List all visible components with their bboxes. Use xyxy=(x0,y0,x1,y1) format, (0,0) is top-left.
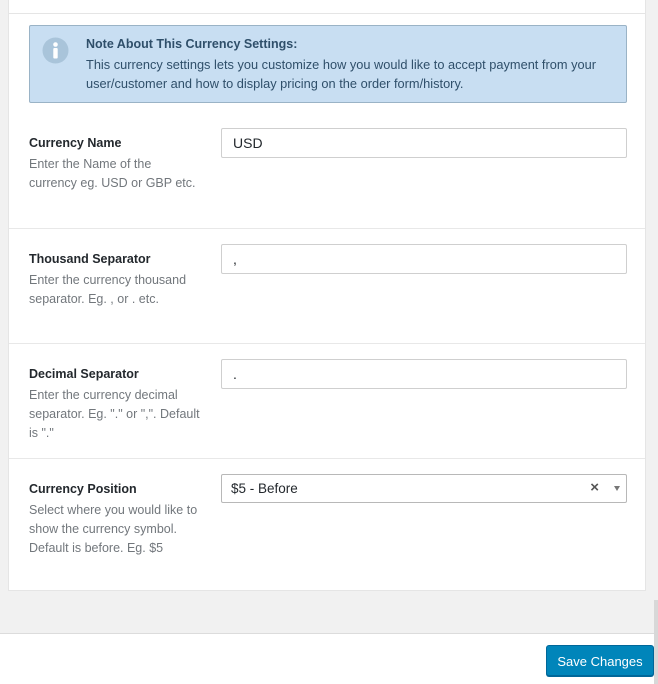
thousand-separator-label: Thousand Separator xyxy=(29,252,151,266)
decimal-separator-row xyxy=(9,343,645,458)
currency-name-description: Enter the Name of the currency eg. USD or GBP etc. xyxy=(29,157,196,190)
currency-name-row xyxy=(9,103,645,227)
thousand-separator-input[interactable] xyxy=(221,244,627,274)
notice-title: Note About This Currency Settings: xyxy=(86,37,298,51)
divider xyxy=(9,13,645,14)
thousand-separator-row xyxy=(9,228,645,343)
thousand-separator-description: Enter the currency thousand separator. Eg. , or . etc. xyxy=(29,273,187,306)
clear-selection-icon[interactable]: × xyxy=(590,479,599,496)
decimal-separator-label: Decimal Separator xyxy=(29,367,139,381)
settings-panel xyxy=(8,0,646,591)
currency-position-selected: $5 - Before xyxy=(231,481,298,496)
currency-position-description: Select where you would like to show the currency symbol. Default is before. Eg. $5 xyxy=(29,503,198,555)
info-notice xyxy=(29,25,627,103)
notice-text: This currency settings lets you customize how you would like to accept payment from your user/customer and how to display pricing on the order form/history. xyxy=(86,57,596,91)
currency-position-row xyxy=(9,458,645,592)
currency-name-input[interactable] xyxy=(221,128,627,158)
chevron-down-icon[interactable] xyxy=(614,486,620,491)
decimal-separator-input[interactable] xyxy=(221,359,627,389)
currency-position-label: Currency Position xyxy=(29,482,137,496)
save-changes-button[interactable]: Save Changes xyxy=(546,645,654,676)
currency-position-select[interactable] xyxy=(221,474,627,503)
info-icon xyxy=(42,37,69,64)
decimal-separator-description: Enter the currency decimal separator. Eg. "." or ",". Default is "." xyxy=(29,388,200,440)
scrollbar-edge xyxy=(654,600,658,684)
currency-name-label: Currency Name xyxy=(29,136,122,150)
